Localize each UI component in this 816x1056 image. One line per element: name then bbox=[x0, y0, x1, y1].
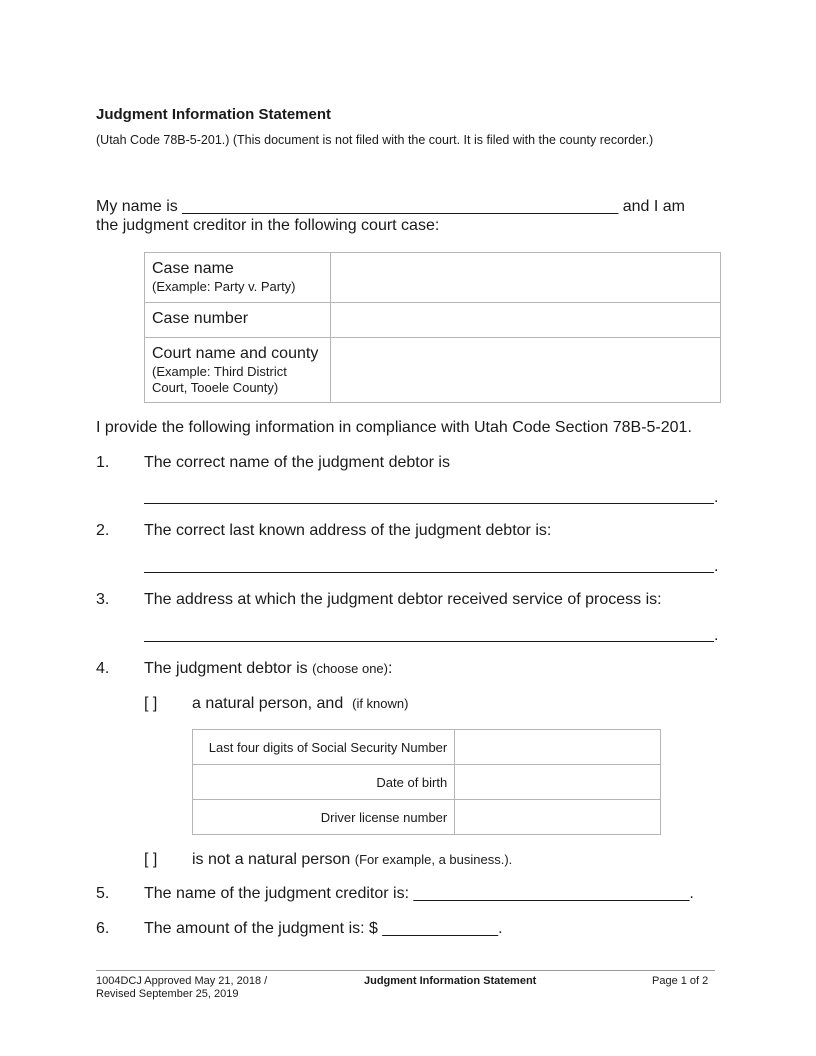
item-5-text: The name of the judgment creditor is: _______________________________. bbox=[144, 885, 694, 902]
driver-license-label: Driver license number bbox=[193, 800, 455, 835]
page-title: Judgment Information Statement bbox=[96, 106, 332, 123]
case-table bbox=[144, 252, 721, 403]
creditor-name-blank[interactable]: _______________________________ bbox=[413, 885, 690, 902]
name-blank[interactable]: _________________________________________________ bbox=[182, 198, 619, 215]
court-name-field[interactable] bbox=[330, 338, 720, 403]
table-row bbox=[145, 303, 721, 338]
case-name-example: (Example: Party v. Party) bbox=[152, 279, 296, 294]
item-4-text: The judgment debtor is (choose one): bbox=[144, 660, 393, 677]
ssn-field[interactable] bbox=[455, 730, 661, 765]
court-name-example: (Example: Third District Court, Tooele County) bbox=[152, 364, 287, 395]
item-1-number: 1. bbox=[96, 454, 110, 471]
table-row bbox=[193, 730, 661, 765]
period: . bbox=[714, 489, 719, 506]
item-6-text: The amount of the judgment is: $ _____________. bbox=[144, 920, 503, 937]
item-6-number: 6. bbox=[96, 920, 110, 937]
business-example-note: (For example, a business.). bbox=[354, 852, 513, 867]
item-2-number: 2. bbox=[96, 522, 110, 539]
footer-page-number: Page 1 of 2 bbox=[652, 975, 709, 987]
dob-label: Date of birth bbox=[193, 765, 455, 800]
footer-divider bbox=[96, 970, 715, 971]
period: . bbox=[714, 627, 719, 644]
debtor-address-blank[interactable] bbox=[144, 558, 714, 573]
debtor-table bbox=[192, 729, 661, 835]
case-name-label: Case name (Example: Party v. Party) bbox=[145, 253, 331, 303]
natural-person-checkbox[interactable]: [ ] bbox=[144, 695, 158, 712]
intro-prefix: My name is bbox=[96, 198, 178, 215]
ssn-label: Last four digits of Social Security Number bbox=[193, 730, 455, 765]
item-2-text: The correct last known address of the judgment debtor is: bbox=[144, 522, 552, 539]
table-row bbox=[145, 338, 721, 403]
not-natural-person-checkbox[interactable]: [ ] bbox=[144, 851, 158, 868]
natural-person-option: a natural person, and (if known) bbox=[192, 695, 409, 712]
item-1-text: The correct name of the judgment debtor is bbox=[144, 454, 450, 471]
item-3-number: 3. bbox=[96, 591, 110, 608]
intro-suffix: and I am bbox=[622, 198, 685, 215]
dob-field[interactable] bbox=[455, 765, 661, 800]
page-subtitle: (Utah Code 78B-5-201.) (This document is not filed with the court. It is filed with the county recorder.) bbox=[96, 133, 654, 147]
item-3-text: The address at which the judgment debtor received service of process is: bbox=[144, 591, 662, 608]
period: . bbox=[714, 558, 719, 575]
footer-form-id: 1004DCJ Approved May 21, 2018 / bbox=[96, 975, 268, 987]
footer-title: Judgment Information Statement bbox=[364, 975, 537, 987]
service-address-blank[interactable] bbox=[144, 627, 714, 642]
intro-line-1 bbox=[96, 198, 685, 216]
if-known-note: (if known) bbox=[352, 696, 409, 711]
court-name-label: Court name and county (Example: Third District Court, Tooele County) bbox=[145, 338, 331, 403]
debtor-name-blank[interactable] bbox=[144, 489, 714, 504]
case-number-label: Case number bbox=[145, 303, 331, 338]
item-4-number: 4. bbox=[96, 660, 110, 677]
case-name-field[interactable] bbox=[330, 253, 720, 303]
table-row bbox=[193, 765, 661, 800]
judgment-amount-blank[interactable]: _____________ bbox=[382, 920, 499, 937]
intro-line-2: the judgment creditor in the following court case: bbox=[96, 217, 440, 234]
table-row bbox=[193, 800, 661, 835]
item-5-number: 5. bbox=[96, 885, 110, 902]
driver-license-field[interactable] bbox=[455, 800, 661, 835]
not-natural-person-option: is not a natural person (For example, a business.). bbox=[192, 851, 513, 868]
compliance-text: I provide the following information in compliance with Utah Code Section 78B-5-201. bbox=[96, 419, 692, 436]
table-row bbox=[145, 253, 721, 303]
case-number-field[interactable] bbox=[330, 303, 720, 338]
item-4-note: (choose one) bbox=[312, 661, 388, 676]
footer-revised: Revised September 25, 2019 bbox=[96, 988, 239, 1000]
